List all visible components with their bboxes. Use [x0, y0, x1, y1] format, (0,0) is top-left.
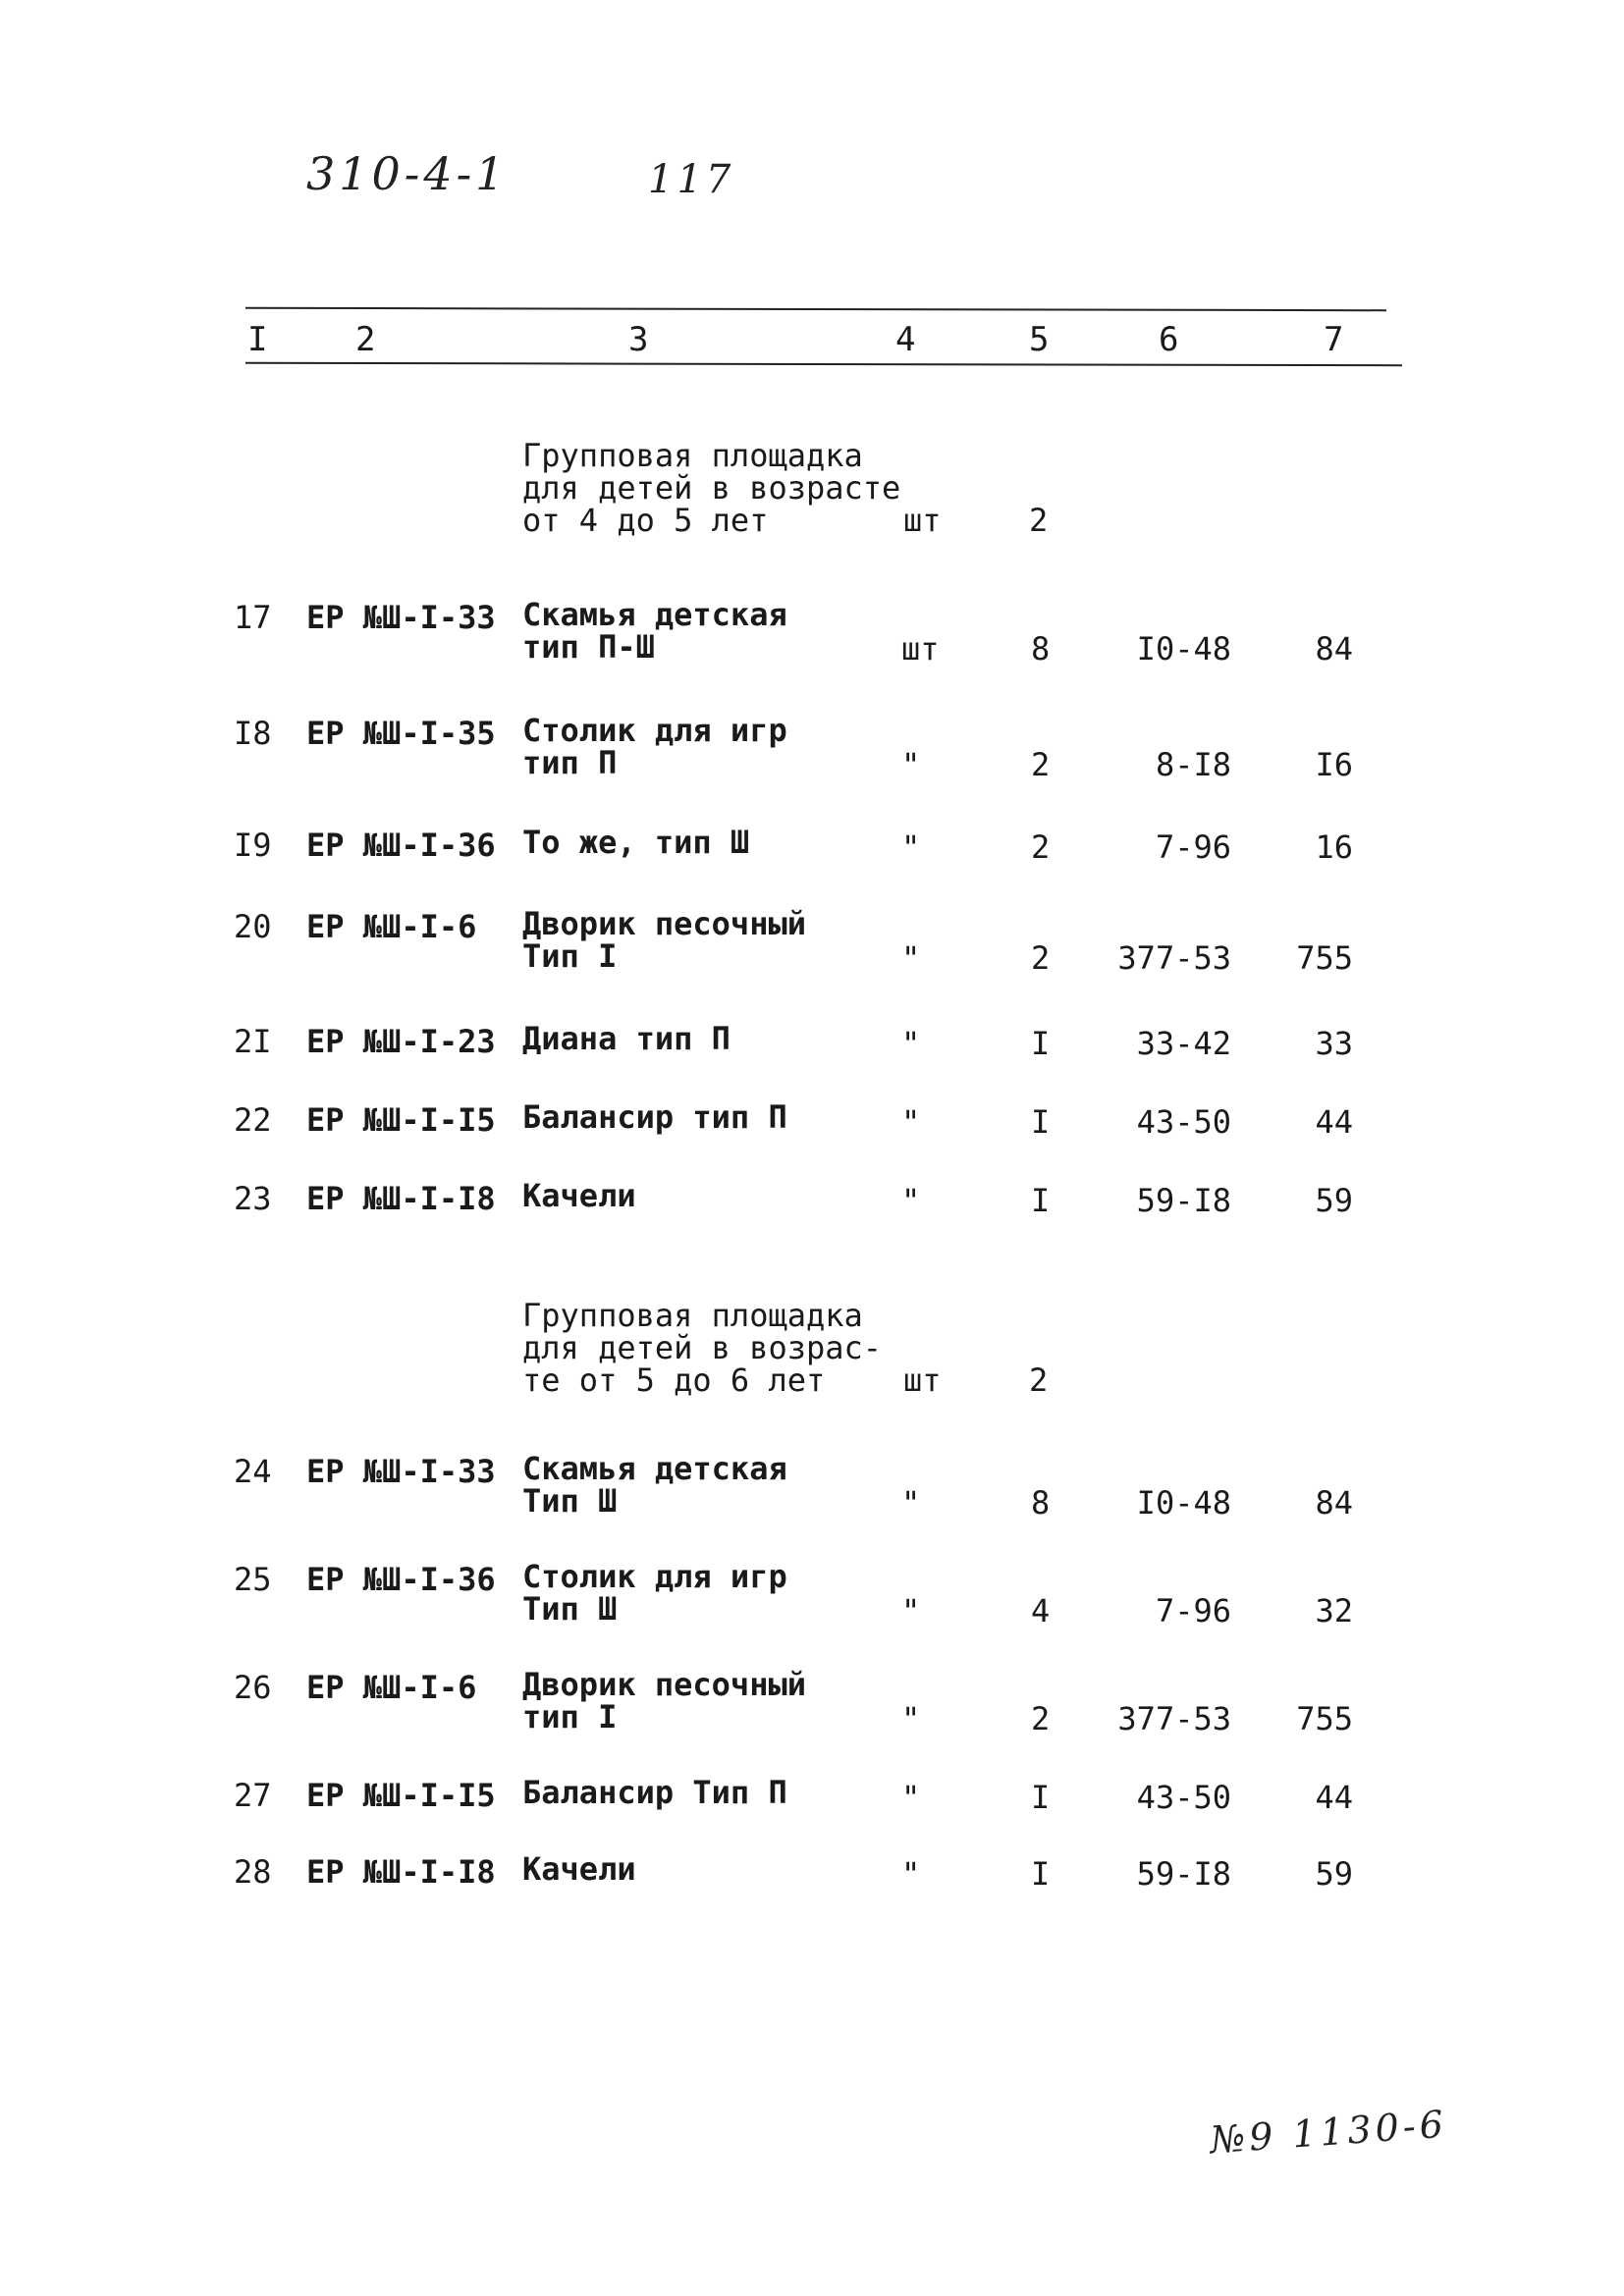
row-quantity: 2: [1031, 939, 1051, 977]
column-header-1: I: [247, 320, 268, 359]
column-header-6: 6: [1159, 320, 1179, 359]
row-code: ЕР №Ш-I-33: [306, 599, 496, 636]
row-total: 84: [1315, 630, 1353, 667]
row-code: ЕР №Ш-I-35: [306, 715, 496, 752]
table-top-rule: [245, 307, 1386, 311]
row-price: 7-96: [1155, 1592, 1231, 1629]
row-name: Диана тип П: [522, 1020, 731, 1057]
sheet-code: 310-4-1: [306, 147, 509, 200]
row-number: I8: [234, 715, 272, 752]
row-unit: ": [901, 1700, 921, 1737]
row-name: Качели: [522, 1177, 636, 1214]
row-quantity: 2: [1031, 1700, 1051, 1737]
row-number: 27: [234, 1777, 272, 1814]
row-name: Дворик песочный тип I: [522, 1666, 806, 1735]
row-total: 44: [1315, 1103, 1353, 1141]
row-name: Столик для игр тип П: [522, 712, 787, 781]
row-code: ЕР №Ш-I-23: [306, 1023, 496, 1060]
row-name: То же, тип Ш: [522, 824, 750, 861]
row-quantity: I: [1031, 1103, 1051, 1141]
table-row: [0, 905, 1624, 977]
row-price: 43-50: [1136, 1103, 1231, 1141]
table-row: [0, 824, 1624, 866]
row-code: ЕР №Ш-I-36: [306, 1561, 496, 1598]
row-name: Столик для игр Тип Ш: [522, 1558, 787, 1628]
row-total: I6: [1315, 746, 1353, 783]
row-code: ЕР №Ш-I-I5: [306, 1101, 496, 1139]
table-row: [0, 1850, 1624, 1893]
row-price: 377-53: [1117, 939, 1231, 977]
row-number: 28: [234, 1853, 272, 1891]
row-quantity: I: [1031, 1779, 1051, 1816]
row-code: ЕР №Ш-I-6: [306, 1669, 477, 1706]
row-unit: ": [901, 1182, 921, 1219]
table-row: [0, 596, 1624, 667]
row-unit: ": [901, 1592, 921, 1629]
row-number: 23: [234, 1180, 272, 1217]
row-name: Качели: [522, 1850, 636, 1888]
row-price: I0-48: [1136, 1484, 1231, 1522]
row-price: 33-42: [1136, 1025, 1231, 1062]
row-total: 755: [1296, 939, 1353, 977]
row-price: 377-53: [1117, 1700, 1231, 1737]
header-underline-rule: [245, 362, 1402, 366]
row-name: Скамья детская тип П-Ш: [522, 596, 787, 666]
row-number: 17: [234, 599, 272, 636]
row-price: 8-I8: [1155, 746, 1231, 783]
row-unit: ": [901, 828, 921, 866]
row-code: ЕР №Ш-I-33: [306, 1453, 496, 1490]
row-unit: ": [901, 939, 921, 977]
row-name: Скамья детская Тип Ш: [522, 1450, 787, 1520]
column-header-4: 4: [895, 320, 916, 359]
column-header-5: 5: [1029, 320, 1050, 359]
row-code: ЕР №Ш-I-I5: [306, 1777, 496, 1814]
table-row: [0, 1774, 1624, 1816]
group-unit: шт: [903, 502, 942, 539]
row-number: 2I: [234, 1023, 272, 1060]
table-row: [0, 1450, 1624, 1522]
row-number: 26: [234, 1669, 272, 1706]
row-quantity: 8: [1031, 1484, 1051, 1522]
row-total: 755: [1296, 1700, 1353, 1737]
row-total: 44: [1315, 1779, 1353, 1816]
group-heading: [522, 1297, 1504, 1399]
row-name: Дворик песочный Тип I: [522, 905, 806, 975]
row-unit: ": [901, 1855, 921, 1893]
column-header-3: 3: [628, 320, 649, 359]
row-total: 33: [1315, 1025, 1353, 1062]
row-quantity: 2: [1031, 828, 1051, 866]
row-quantity: 4: [1031, 1592, 1051, 1629]
row-total: 16: [1315, 828, 1353, 866]
table-row: [0, 1666, 1624, 1737]
row-total: 59: [1315, 1855, 1353, 1893]
row-quantity: I: [1031, 1182, 1051, 1219]
row-quantity: I: [1031, 1025, 1051, 1062]
row-code: ЕР №Ш-I-I8: [306, 1180, 496, 1217]
group-title: Групповая площадка для детей в возрасте от 4 до 5 лет: [522, 437, 901, 539]
row-name: Балансир тип П: [522, 1098, 787, 1136]
row-total: 84: [1315, 1484, 1353, 1522]
row-unit: ": [901, 1103, 921, 1141]
row-quantity: 2: [1031, 746, 1051, 783]
page-number: 117: [648, 157, 735, 202]
group-quantity: 2: [1029, 1362, 1049, 1399]
row-number: 24: [234, 1453, 272, 1490]
row-quantity: I: [1031, 1855, 1051, 1893]
row-code: ЕР №Ш-I-6: [306, 908, 477, 945]
column-header-2: 2: [355, 320, 376, 359]
row-code: ЕР №Ш-I-36: [306, 827, 496, 864]
row-number: 22: [234, 1101, 272, 1139]
table-row: [0, 1177, 1624, 1219]
row-unit: шт: [901, 630, 940, 667]
row-quantity: 8: [1031, 630, 1051, 667]
row-number: I9: [234, 827, 272, 864]
row-unit: ": [901, 1025, 921, 1062]
column-header-7: 7: [1324, 320, 1344, 359]
row-number: 25: [234, 1561, 272, 1598]
row-price: I0-48: [1136, 630, 1231, 667]
row-unit: ": [901, 1484, 921, 1522]
row-price: 59-I8: [1136, 1855, 1231, 1893]
document-number: №9 1130-6: [1208, 2102, 1449, 2163]
table-row: [0, 1558, 1624, 1629]
row-unit: ": [901, 746, 921, 783]
row-price: 7-96: [1155, 828, 1231, 866]
group-quantity: 2: [1029, 502, 1049, 539]
row-name: Балансир Тип П: [522, 1774, 787, 1811]
group-title: Групповая площадка для детей в возрас- те от 5 до 6 лет: [522, 1297, 883, 1399]
table-row: [0, 712, 1624, 783]
group-heading: [522, 437, 1504, 539]
row-price: 59-I8: [1136, 1182, 1231, 1219]
table-row: [0, 1020, 1624, 1062]
row-total: 32: [1315, 1592, 1353, 1629]
row-price: 43-50: [1136, 1779, 1231, 1816]
row-total: 59: [1315, 1182, 1353, 1219]
row-code: ЕР №Ш-I-I8: [306, 1853, 496, 1891]
table-row: [0, 1098, 1624, 1141]
row-number: 20: [234, 908, 272, 945]
row-unit: ": [901, 1779, 921, 1816]
group-unit: шт: [903, 1362, 942, 1399]
